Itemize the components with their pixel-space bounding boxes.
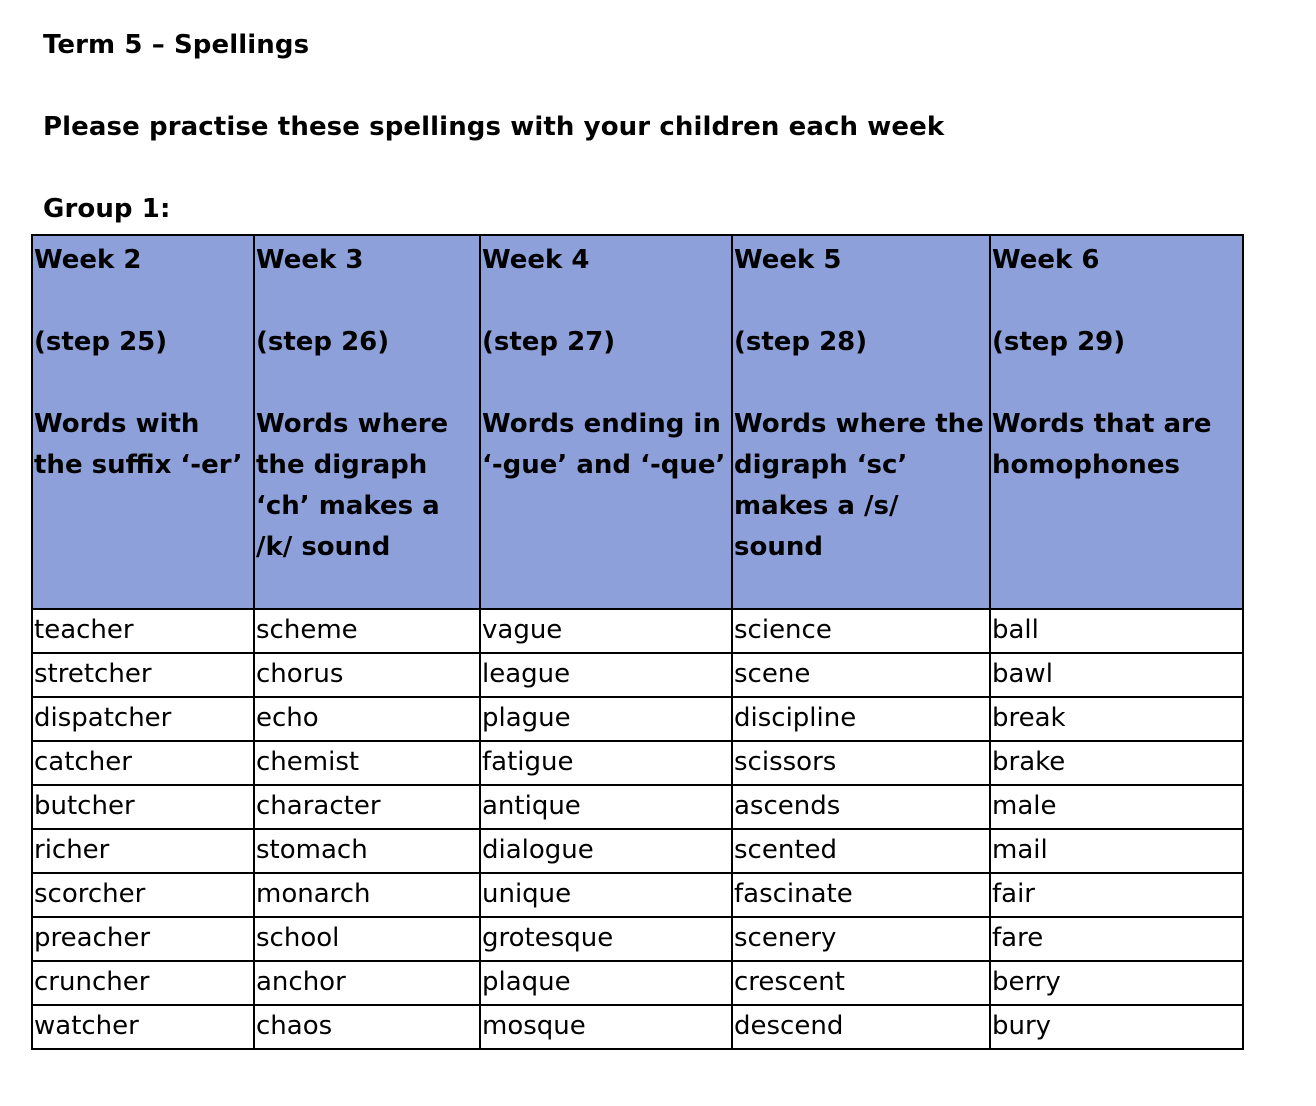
table-cell: anchor <box>254 961 480 1005</box>
table-cell: plague <box>480 697 732 741</box>
table-cell: chaos <box>254 1005 480 1049</box>
rule-description: Words ending in ‘-gue’ and ‘-que’ <box>482 409 726 480</box>
table-cell: league <box>480 653 732 697</box>
week-label: Week 2 <box>34 245 142 275</box>
rule-description: Words that are homophones <box>992 409 1212 480</box>
table-cell: school <box>254 917 480 961</box>
table-cell: discipline <box>732 697 990 741</box>
group-label: Group 1: <box>43 194 171 224</box>
week-label: Week 4 <box>482 245 590 275</box>
table-cell: berry <box>990 961 1243 1005</box>
table-cell: chorus <box>254 653 480 697</box>
table-row <box>32 1005 1243 1049</box>
table-cell: character <box>254 785 480 829</box>
spellings-table <box>31 234 1244 1050</box>
instruction-text: Please practise these spellings with your children each week <box>43 112 945 142</box>
week-label: Week 5 <box>734 245 842 275</box>
table-header-row <box>32 235 1243 609</box>
table-row <box>32 609 1243 653</box>
table-cell: unique <box>480 873 732 917</box>
table-cell: monarch <box>254 873 480 917</box>
table-row <box>32 873 1243 917</box>
table-row <box>32 741 1243 785</box>
table-cell: grotesque <box>480 917 732 961</box>
table-cell: chemist <box>254 741 480 785</box>
table-cell: watcher <box>32 1005 254 1049</box>
table-cell: scheme <box>254 609 480 653</box>
week-2-header <box>32 235 254 609</box>
step-label: (step 28) <box>734 327 868 357</box>
table-cell: ball <box>990 609 1243 653</box>
table-cell: science <box>732 609 990 653</box>
table-cell: scissors <box>732 741 990 785</box>
table-cell: butcher <box>32 785 254 829</box>
table-cell: richer <box>32 829 254 873</box>
table-cell: stretcher <box>32 653 254 697</box>
table-cell: bury <box>990 1005 1243 1049</box>
step-label: (step 29) <box>992 327 1126 357</box>
table-cell: dialogue <box>480 829 732 873</box>
table-cell: antique <box>480 785 732 829</box>
table-cell: vague <box>480 609 732 653</box>
table-cell: break <box>990 697 1243 741</box>
table-row <box>32 785 1243 829</box>
step-label: (step 26) <box>256 327 390 357</box>
week-6-header <box>990 235 1243 609</box>
table-row <box>32 961 1243 1005</box>
table-cell: stomach <box>254 829 480 873</box>
rule-description: Words with the suffix ‘-er’ <box>34 409 243 480</box>
table-cell: plaque <box>480 961 732 1005</box>
table-cell: crescent <box>732 961 990 1005</box>
table-cell: fascinate <box>732 873 990 917</box>
document-title: Term 5 – Spellings <box>43 30 310 60</box>
table-cell: fatigue <box>480 741 732 785</box>
table-cell: male <box>990 785 1243 829</box>
table-cell: fair <box>990 873 1243 917</box>
table-cell: dispatcher <box>32 697 254 741</box>
week-5-header <box>732 235 990 609</box>
week-label: Week 3 <box>256 245 364 275</box>
table-cell: scene <box>732 653 990 697</box>
table-cell: catcher <box>32 741 254 785</box>
rule-description: Words where the digraph ‘ch’ makes a /k/ sound <box>256 409 449 562</box>
week-4-header <box>480 235 732 609</box>
table-row <box>32 653 1243 697</box>
table-row <box>32 917 1243 961</box>
table-cell: bawl <box>990 653 1243 697</box>
table-cell: cruncher <box>32 961 254 1005</box>
week-3-header <box>254 235 480 609</box>
table-cell: fare <box>990 917 1243 961</box>
table-row <box>32 829 1243 873</box>
table-row <box>32 697 1243 741</box>
table-cell: mail <box>990 829 1243 873</box>
table-cell: scenery <box>732 917 990 961</box>
week-label: Week 6 <box>992 245 1100 275</box>
table-cell: brake <box>990 741 1243 785</box>
table-cell: descend <box>732 1005 990 1049</box>
table-cell: ascends <box>732 785 990 829</box>
table-cell: mosque <box>480 1005 732 1049</box>
table-cell: scorcher <box>32 873 254 917</box>
step-label: (step 25) <box>34 327 168 357</box>
table-cell: teacher <box>32 609 254 653</box>
rule-description: Words where the digraph ‘sc’ makes a /s/ sound <box>734 409 984 562</box>
step-label: (step 27) <box>482 327 616 357</box>
table-cell: echo <box>254 697 480 741</box>
table-cell: scented <box>732 829 990 873</box>
table-cell: preacher <box>32 917 254 961</box>
